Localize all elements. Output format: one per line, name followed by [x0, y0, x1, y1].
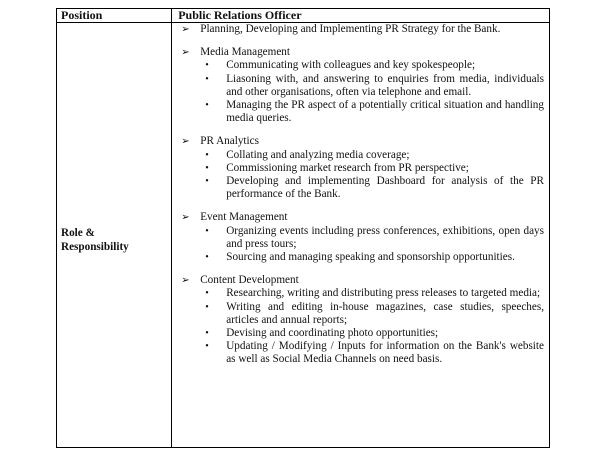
responsibility-section [172, 23, 544, 36]
section-heading [172, 23, 544, 36]
bullet-dot-icon: • [205, 100, 209, 112]
list-item [172, 162, 544, 175]
list-item [172, 149, 544, 162]
section-heading [172, 46, 544, 59]
responsibility-section [172, 46, 544, 125]
header-position: Position [57, 9, 172, 23]
list-item-text: Updating / Modifying / Inputs for information on the Bank's website as well as Social Media Channels on need basis. [226, 340, 544, 366]
bullet-dot-icon: • [205, 341, 209, 353]
bullet-dot-icon: • [205, 162, 209, 174]
arrow-bullet-icon: ➢ [181, 24, 190, 35]
list-item [172, 225, 544, 251]
sections-list [172, 23, 544, 367]
list-item-text: Commissioning market research from PR perspective; [226, 161, 469, 174]
section-title: Planning, Developing and Implementing PR Strategy for the Bank. [200, 23, 501, 35]
position-table [56, 8, 550, 448]
list-item-text: Collating and analyzing media coverage; [226, 148, 410, 161]
row-label [57, 23, 172, 448]
list-item-text: Developing and implementing Dashboard for analysis of the PR performance of the Bank. [226, 175, 544, 201]
list-item-text: Writing and editing in-house magazines, case studies, speeches, articles and annual reports; [226, 300, 544, 326]
list-item [172, 59, 544, 72]
list-item [172, 251, 544, 264]
bullet-dot-icon: • [205, 252, 209, 264]
responsibility-section [172, 135, 544, 201]
list-item-text: Sourcing and managing speaking and sponsorship opportunities. [226, 251, 515, 264]
section-title: Media Management [200, 46, 290, 59]
bullet-dot-icon: • [205, 301, 209, 313]
arrow-bullet-icon: ➢ [181, 136, 190, 148]
section-heading [172, 135, 544, 148]
arrow-bullet-icon: ➢ [181, 47, 190, 59]
list-item-text: Liasoning with, and answering to enquiries from media, individuals and other organisations, often via telephone and email. [226, 72, 544, 98]
list-item-text: Organizing events including press conferences, exhibitions, open days and press tours; [226, 224, 544, 250]
responsibility-section [172, 274, 544, 366]
section-title: Content Development [200, 274, 299, 287]
bullet-dot-icon: • [205, 60, 209, 72]
list-item [172, 73, 544, 99]
list-item-text: Researching, writing and distributing press releases to targeted media; [226, 287, 541, 300]
header-job-title: Public Relations Officer [172, 9, 550, 23]
list-item-text: Managing the PR aspect of a potentially critical situation and handling media queries. [226, 99, 544, 125]
list-item [172, 327, 544, 340]
section-title: PR Analytics [200, 135, 259, 148]
bullet-dot-icon: • [205, 73, 209, 85]
bullet-dot-icon: • [205, 149, 209, 161]
arrow-bullet-icon: ➢ [181, 275, 190, 287]
bullet-list [172, 59, 544, 125]
list-item [172, 175, 544, 201]
list-item-text: Devising and coordinating photo opportunities; [226, 327, 439, 340]
header-row [57, 9, 550, 23]
arrow-bullet-icon: ➢ [181, 212, 190, 224]
list-item [172, 340, 544, 366]
bullet-list [172, 149, 544, 202]
role-row [57, 23, 550, 448]
section-heading [172, 211, 544, 224]
bullet-dot-icon: • [205, 328, 209, 340]
bullet-list [172, 287, 544, 366]
list-item-text: Communicating with colleagues and key spokespeople; [226, 59, 476, 72]
list-item [172, 99, 544, 125]
bullet-dot-icon: • [205, 176, 209, 188]
bullet-list [172, 225, 544, 265]
responsibilities-cell [172, 23, 550, 448]
responsibility-section [172, 211, 544, 264]
section-title: Event Management [200, 211, 288, 224]
row-label-line: Role & [61, 227, 95, 239]
row-label-line: Responsibility [61, 241, 129, 253]
list-item [172, 301, 544, 327]
bullet-dot-icon: • [205, 288, 209, 300]
section-heading [172, 274, 544, 287]
list-item [172, 287, 544, 300]
bullet-dot-icon: • [205, 225, 209, 237]
